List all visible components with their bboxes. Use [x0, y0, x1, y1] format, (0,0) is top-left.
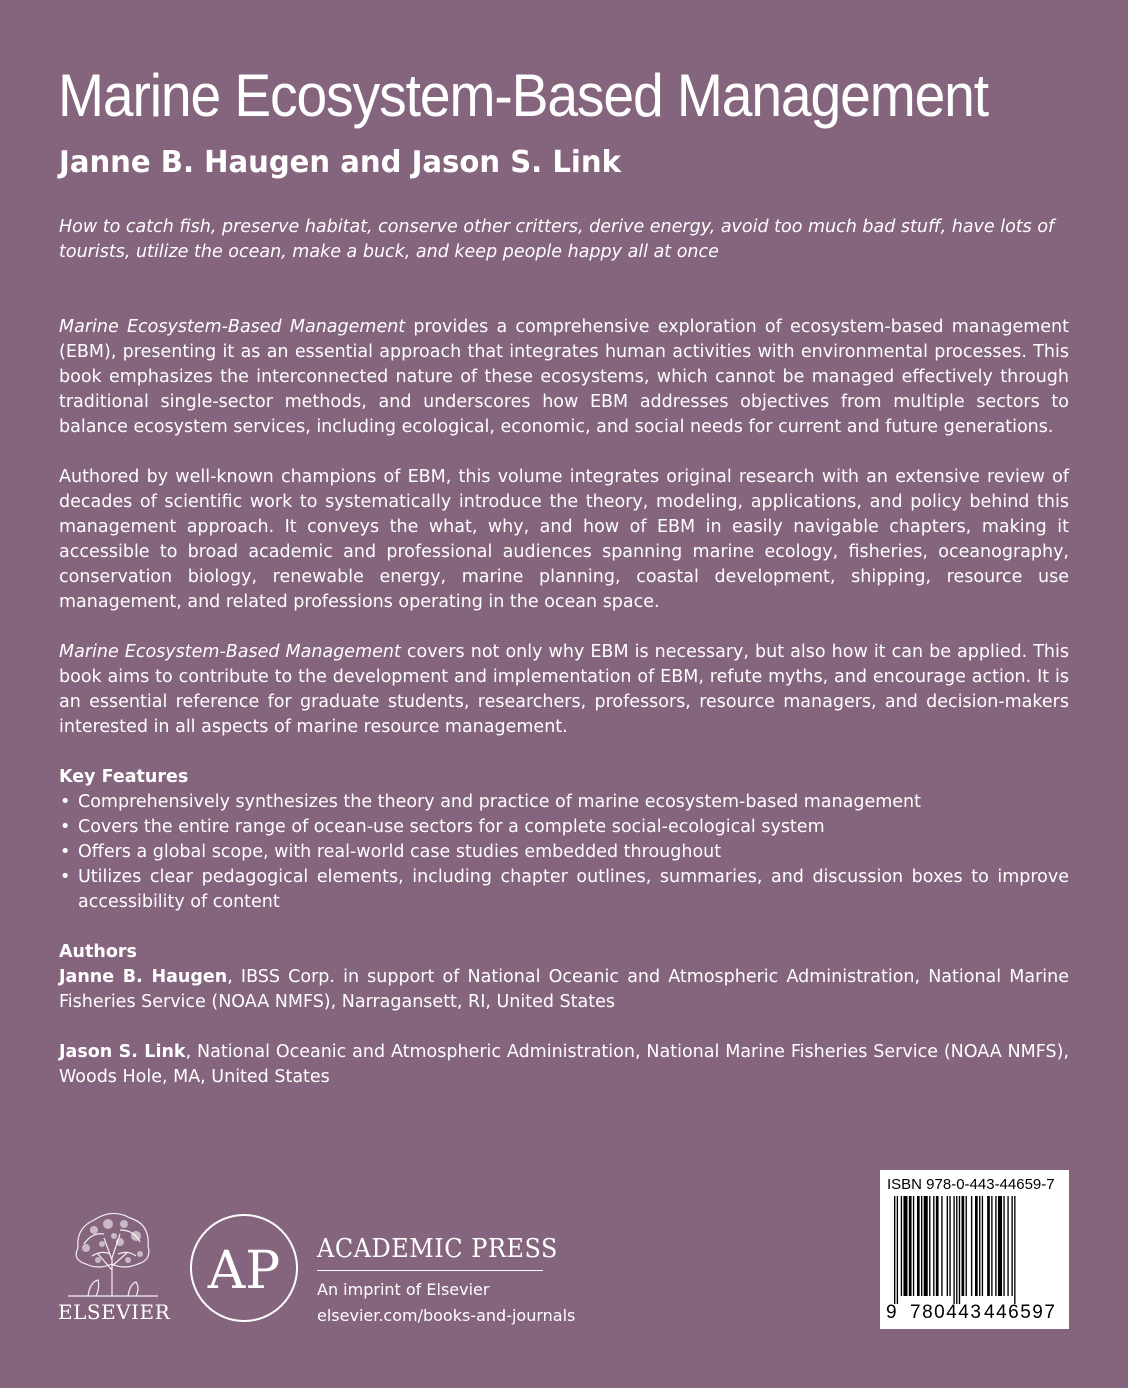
author-name: Jason S. Link	[59, 1042, 186, 1062]
feature-item: • Comprehensively synthesizes the theory and practice of marine ecosystem-based management	[59, 790, 1069, 815]
barcode-bar	[924, 1196, 928, 1296]
barcode-digit-group-1: 780443	[910, 1302, 983, 1323]
barcode-bar	[941, 1196, 942, 1296]
barcode-icon	[886, 1196, 1063, 1304]
isbn-label: ISBN 978-0-443-44659-7	[887, 1176, 1055, 1193]
key-features-heading: Key Features	[59, 767, 189, 787]
barcode-bar	[991, 1196, 992, 1296]
barcode-bar	[962, 1196, 965, 1296]
barcode-bar	[975, 1196, 978, 1296]
barcode-bar	[982, 1196, 983, 1296]
feature-item: • Offers a global scope, with real-world case studies embedded throughout	[59, 840, 1069, 865]
paragraph-text: provides a comprehensive exploration of ecosystem-based management (EBM), presenting it as an essential approach that integrates human activities with environmental processes. This book emphasizes the interconnected nature of these ecosystems, which cannot be managed effectively through traditional single-sector methods, and underscores how EBM addresses objectives from multiple sectors to balance ecosystem services, including ecological, economic, and social needs for current and future generations.	[59, 317, 1069, 437]
book-authors: Janne B. Haugen and Jason S. Link	[59, 145, 621, 180]
elsevier-tree-logo-icon	[58, 1208, 168, 1300]
barcode-bar	[959, 1196, 960, 1304]
barcode-bar	[971, 1196, 972, 1296]
author-affiliation: , IBSS Corp. in support of National Oceanic and Atmospheric Administration, National Marine Fisheries Service (NOAA NMFS), Narragansett, RI, United States	[59, 967, 1070, 1012]
ap-monogram-text: AP	[207, 1241, 281, 1301]
barcode-bar	[1003, 1196, 1004, 1296]
description-paragraph-3	[59, 640, 1069, 740]
barcode-bar	[998, 1196, 1002, 1296]
barcode-bar	[953, 1196, 954, 1304]
feature-item: • Utilizes clear pedagogical elements, including chapter outlines, summaries, and discussion boxes to improve accessibility of content	[59, 865, 1069, 915]
barcode-bar	[979, 1196, 980, 1296]
book-title-inline: Marine Ecosystem-Based Management	[59, 317, 406, 337]
barcode-bar	[947, 1196, 948, 1296]
barcode-bar	[913, 1196, 914, 1296]
barcode-bar	[949, 1196, 950, 1296]
barcode-bar	[936, 1196, 939, 1296]
barcode-bar	[917, 1196, 920, 1296]
barcode-bar	[933, 1196, 934, 1296]
barcode-bar	[909, 1196, 912, 1296]
description	[59, 315, 1069, 1115]
author-affiliation: , National Oceanic and Atmospheric Administration, National Marine Fisheries Service (NOAA NMFS), Woods Hole, MA, United States	[59, 1042, 1070, 1087]
author-entry-link	[59, 1040, 1069, 1090]
barcode-bar	[956, 1196, 957, 1304]
barcode-bar	[987, 1196, 990, 1296]
tagline: How to catch fish, preserve habitat, conserve other critters, derive energy, avoid too much bad stuff, have lots of tourists, utilize the ocean, make a buck, and keep people happy all at once	[59, 217, 1055, 262]
barcode-bar	[1011, 1196, 1012, 1296]
barcode-bar	[921, 1196, 922, 1296]
feature-item: • Covers the entire range of ocean-use sectors for a complete social-ecological system	[59, 815, 1069, 840]
barcode-bar	[1014, 1196, 1015, 1304]
elsevier-logo	[58, 1208, 171, 1328]
barcode-bar	[897, 1196, 898, 1304]
authors-heading: Authors	[59, 942, 137, 962]
barcode-digit-first: 9	[886, 1302, 897, 1323]
key-features-list	[59, 790, 1069, 915]
academic-press-monogram-icon	[188, 1212, 300, 1324]
description-paragraph-2: Authored by well-known champions of EBM, this volume integrates original research with an extensive review of decades of scientific work to systematically introduce the theory, modeling, applications, and policy behind this management approach. It conveys the what, why, and how of EBM in easily navigable chapters, making it accessible to broad academic and professional audiences spanning marine ecology, fisheries, oceanography, conservation biology, renewable energy, marine planning, coastal development, shipping, resource use management, and related professions operating in the ocean space.	[59, 467, 1069, 612]
author-name: Janne B. Haugen	[59, 967, 228, 987]
book-title-inline: Marine Ecosystem-Based Management	[59, 642, 401, 662]
isbn-barcode	[880, 1170, 1069, 1329]
barcode-bar	[1007, 1196, 1008, 1296]
paragraph-text: covers not only why EBM is necessary, but also how it can be applied. This book aims to contribute to the development and implementation of EBM, refute myths, and encourage action. It is an essential reference for graduate students, researchers, professors, resource managers, and decision-makers interested in all aspects of marine resource management.	[59, 642, 1069, 737]
barcode-bar	[966, 1196, 967, 1296]
barcode-bar	[894, 1196, 895, 1304]
barcode-bar	[901, 1196, 902, 1296]
imprint-text: An imprint of Elsevier	[317, 1280, 490, 1299]
book-title: Marine Ecosystem-Based Management	[58, 62, 989, 129]
barcode-bar	[903, 1196, 907, 1296]
publisher-divider	[317, 1270, 543, 1271]
elsevier-wordmark: ELSEVIER	[58, 1300, 171, 1324]
barcode-bar	[929, 1196, 930, 1296]
barcode-digit-group-2: 446597	[984, 1302, 1057, 1323]
publisher-name: ACADEMIC PRESS	[317, 1234, 558, 1264]
author-entry-haugen	[59, 965, 1069, 1015]
publisher-url: elsevier.com/books-and-journals	[317, 1306, 576, 1325]
barcode-bar	[995, 1196, 996, 1296]
description-paragraph-1	[59, 315, 1069, 440]
